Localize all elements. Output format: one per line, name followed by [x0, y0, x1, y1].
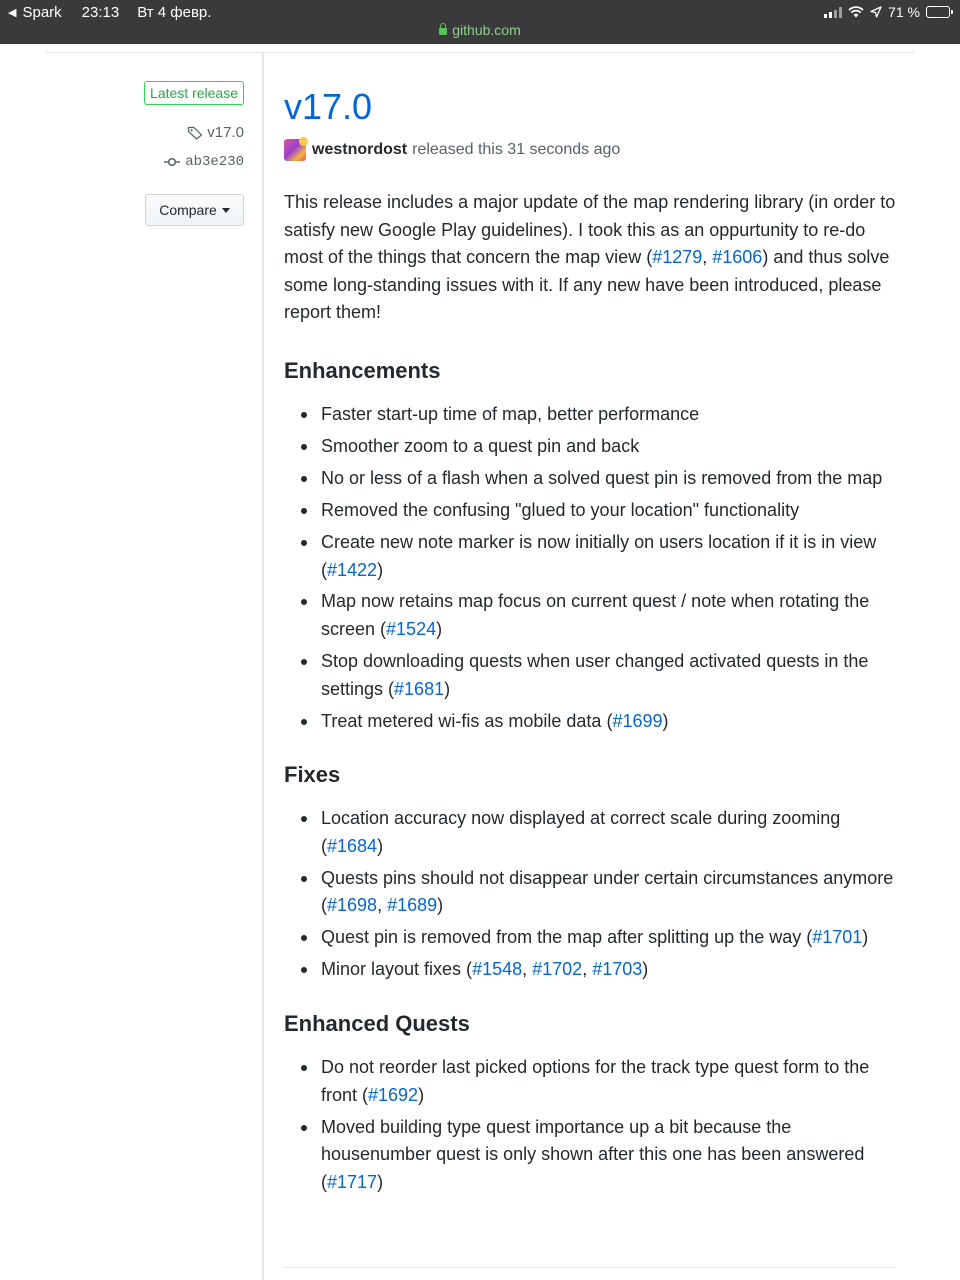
list-item	[321, 588, 900, 643]
list-item-text: Do not reorder last picked options for the track type quest form to the front (	[321, 1056, 870, 1105]
issue-link[interactable]: #1606	[712, 247, 763, 268]
link-separator: ,	[377, 895, 388, 916]
intro-text: This release includes a major update of the map rendering library (in order to satisfy new Google Play guidelines). I took this as an oppurtunity to re-do most of the things that concern the map view (	[284, 192, 896, 268]
list-item	[321, 865, 900, 920]
release-commit[interactable]	[164, 154, 244, 170]
list-item	[321, 433, 900, 461]
list-item	[321, 805, 900, 860]
author-name[interactable]: westnordost	[312, 141, 408, 158]
enhancements-list	[284, 401, 900, 735]
link-separator: ,	[582, 959, 593, 980]
timeline-divider	[262, 52, 264, 1280]
status-bar-left	[8, 4, 211, 21]
header-divider	[46, 52, 914, 53]
release-title[interactable]: v17.0	[284, 86, 373, 127]
back-app-label[interactable]: Spark	[22, 4, 62, 21]
issue-link[interactable]: #1717	[327, 1171, 378, 1192]
list-item-text: No or less of a flash when a solved quest pin is removed from the map	[321, 467, 883, 488]
issue-link[interactable]: #1698	[327, 895, 378, 916]
back-arrow-icon[interactable]: ◀	[8, 7, 17, 19]
release-body	[284, 84, 900, 1201]
tag-icon	[187, 126, 203, 140]
issue-link[interactable]: #1279	[652, 247, 703, 268]
list-item-text: )	[377, 1171, 384, 1192]
section-heading-enhancements: Enhancements	[284, 357, 441, 383]
list-item-text: Stop downloading quests when user changed activated quests in the settings (	[321, 651, 869, 699]
issue-link[interactable]: #1524	[386, 619, 437, 640]
status-bar-right	[824, 4, 950, 20]
intro-separator: ,	[702, 247, 713, 268]
enhanced-quests-list	[284, 1054, 900, 1196]
list-item-text: Moved building type quest importance up a bit because the housenumber quest is only shown after this one has been answered (	[321, 1116, 865, 1192]
lock-icon	[439, 28, 447, 35]
compare-label: Compare	[159, 202, 217, 218]
issue-link[interactable]: #1422	[327, 559, 378, 580]
list-item	[321, 497, 900, 525]
url-text[interactable]: github.com	[452, 22, 521, 38]
list-item	[321, 1114, 900, 1197]
status-bar	[0, 0, 960, 44]
list-item	[321, 924, 900, 952]
list-item-text: Faster start-up time of map, better performance	[321, 403, 700, 424]
list-item-text: Create new note marker is now initially on users location if it is in view (	[321, 531, 877, 580]
list-item-text: Minor layout fixes (	[321, 959, 473, 980]
section-heading-fixes: Fixes	[284, 762, 341, 788]
issue-link[interactable]: #1701	[812, 927, 863, 948]
list-item-text: Treat metered wi-fis as mobile data (	[321, 710, 613, 731]
list-item-text: Quests pins should not disappear under certain circumstances anymore (	[321, 867, 894, 916]
list-item-text: )	[436, 619, 443, 640]
author-avatar[interactable]	[284, 139, 306, 161]
list-item-text: Smoother zoom to a quest pin and back	[321, 435, 640, 456]
list-item	[321, 465, 900, 493]
list-item	[321, 529, 900, 584]
list-item-text: Quest pin is removed from the map after splitting up the way (	[321, 927, 813, 948]
intro-text: ) and thus solve some long-standing issues with it. If any new have been introduced, please report them!	[284, 247, 890, 323]
list-item-text: )	[377, 559, 384, 580]
release-tag[interactable]	[187, 124, 244, 141]
issue-link[interactable]: #1681	[394, 678, 445, 699]
list-item-text: )	[437, 895, 444, 916]
date: Вт 4 февр.	[137, 4, 212, 21]
list-item-text: Removed the confusing "glued to your location" functionality	[321, 499, 800, 520]
list-item-text: )	[862, 927, 869, 948]
issue-link[interactable]: #1699	[612, 710, 663, 731]
wifi-icon	[848, 6, 864, 18]
battery-percent: 71 %	[888, 4, 920, 20]
list-item-text: )	[377, 835, 384, 856]
clock: 23:13	[81, 4, 120, 21]
issue-link[interactable]: #1548	[472, 959, 523, 980]
footer-divider	[284, 1267, 896, 1268]
release-intro	[284, 189, 900, 327]
list-item	[321, 956, 900, 984]
issue-link[interactable]: #1684	[327, 835, 378, 856]
issue-link[interactable]: #1689	[387, 895, 438, 916]
issue-link[interactable]: #1703	[592, 959, 643, 980]
caret-down-icon	[222, 208, 230, 213]
tag-label[interactable]: v17.0	[207, 124, 244, 141]
list-item	[321, 401, 900, 429]
fixes-list	[284, 805, 900, 984]
compare-button[interactable]	[145, 194, 244, 226]
released-time: released this 31 seconds ago	[412, 141, 621, 158]
issue-link[interactable]: #1702	[532, 959, 583, 980]
battery-icon	[926, 6, 950, 18]
location-arrow-icon	[870, 6, 882, 18]
link-separator: ,	[522, 959, 533, 980]
list-item	[321, 708, 900, 736]
list-item-text: )	[642, 959, 649, 980]
issue-link[interactable]: #1692	[368, 1084, 419, 1105]
list-item	[321, 648, 900, 703]
list-item	[321, 1054, 900, 1109]
cellular-signal-icon	[824, 7, 842, 18]
commit-sha[interactable]: ab3e230	[185, 154, 244, 170]
list-item-text: )	[418, 1084, 425, 1105]
section-heading-enhanced-quests: Enhanced Quests	[284, 1010, 470, 1036]
release-meta	[284, 138, 900, 162]
url-bar[interactable]	[0, 22, 960, 38]
list-item-text: )	[444, 678, 451, 699]
list-item-text: Location accuracy now displayed at correct scale during zooming (	[321, 808, 841, 856]
list-item-text: Map now retains map focus on current quest / note when rotating the screen (	[321, 591, 870, 640]
commit-icon	[164, 157, 180, 167]
latest-release-badge: Latest release	[144, 81, 244, 105]
list-item-text: )	[662, 710, 669, 731]
